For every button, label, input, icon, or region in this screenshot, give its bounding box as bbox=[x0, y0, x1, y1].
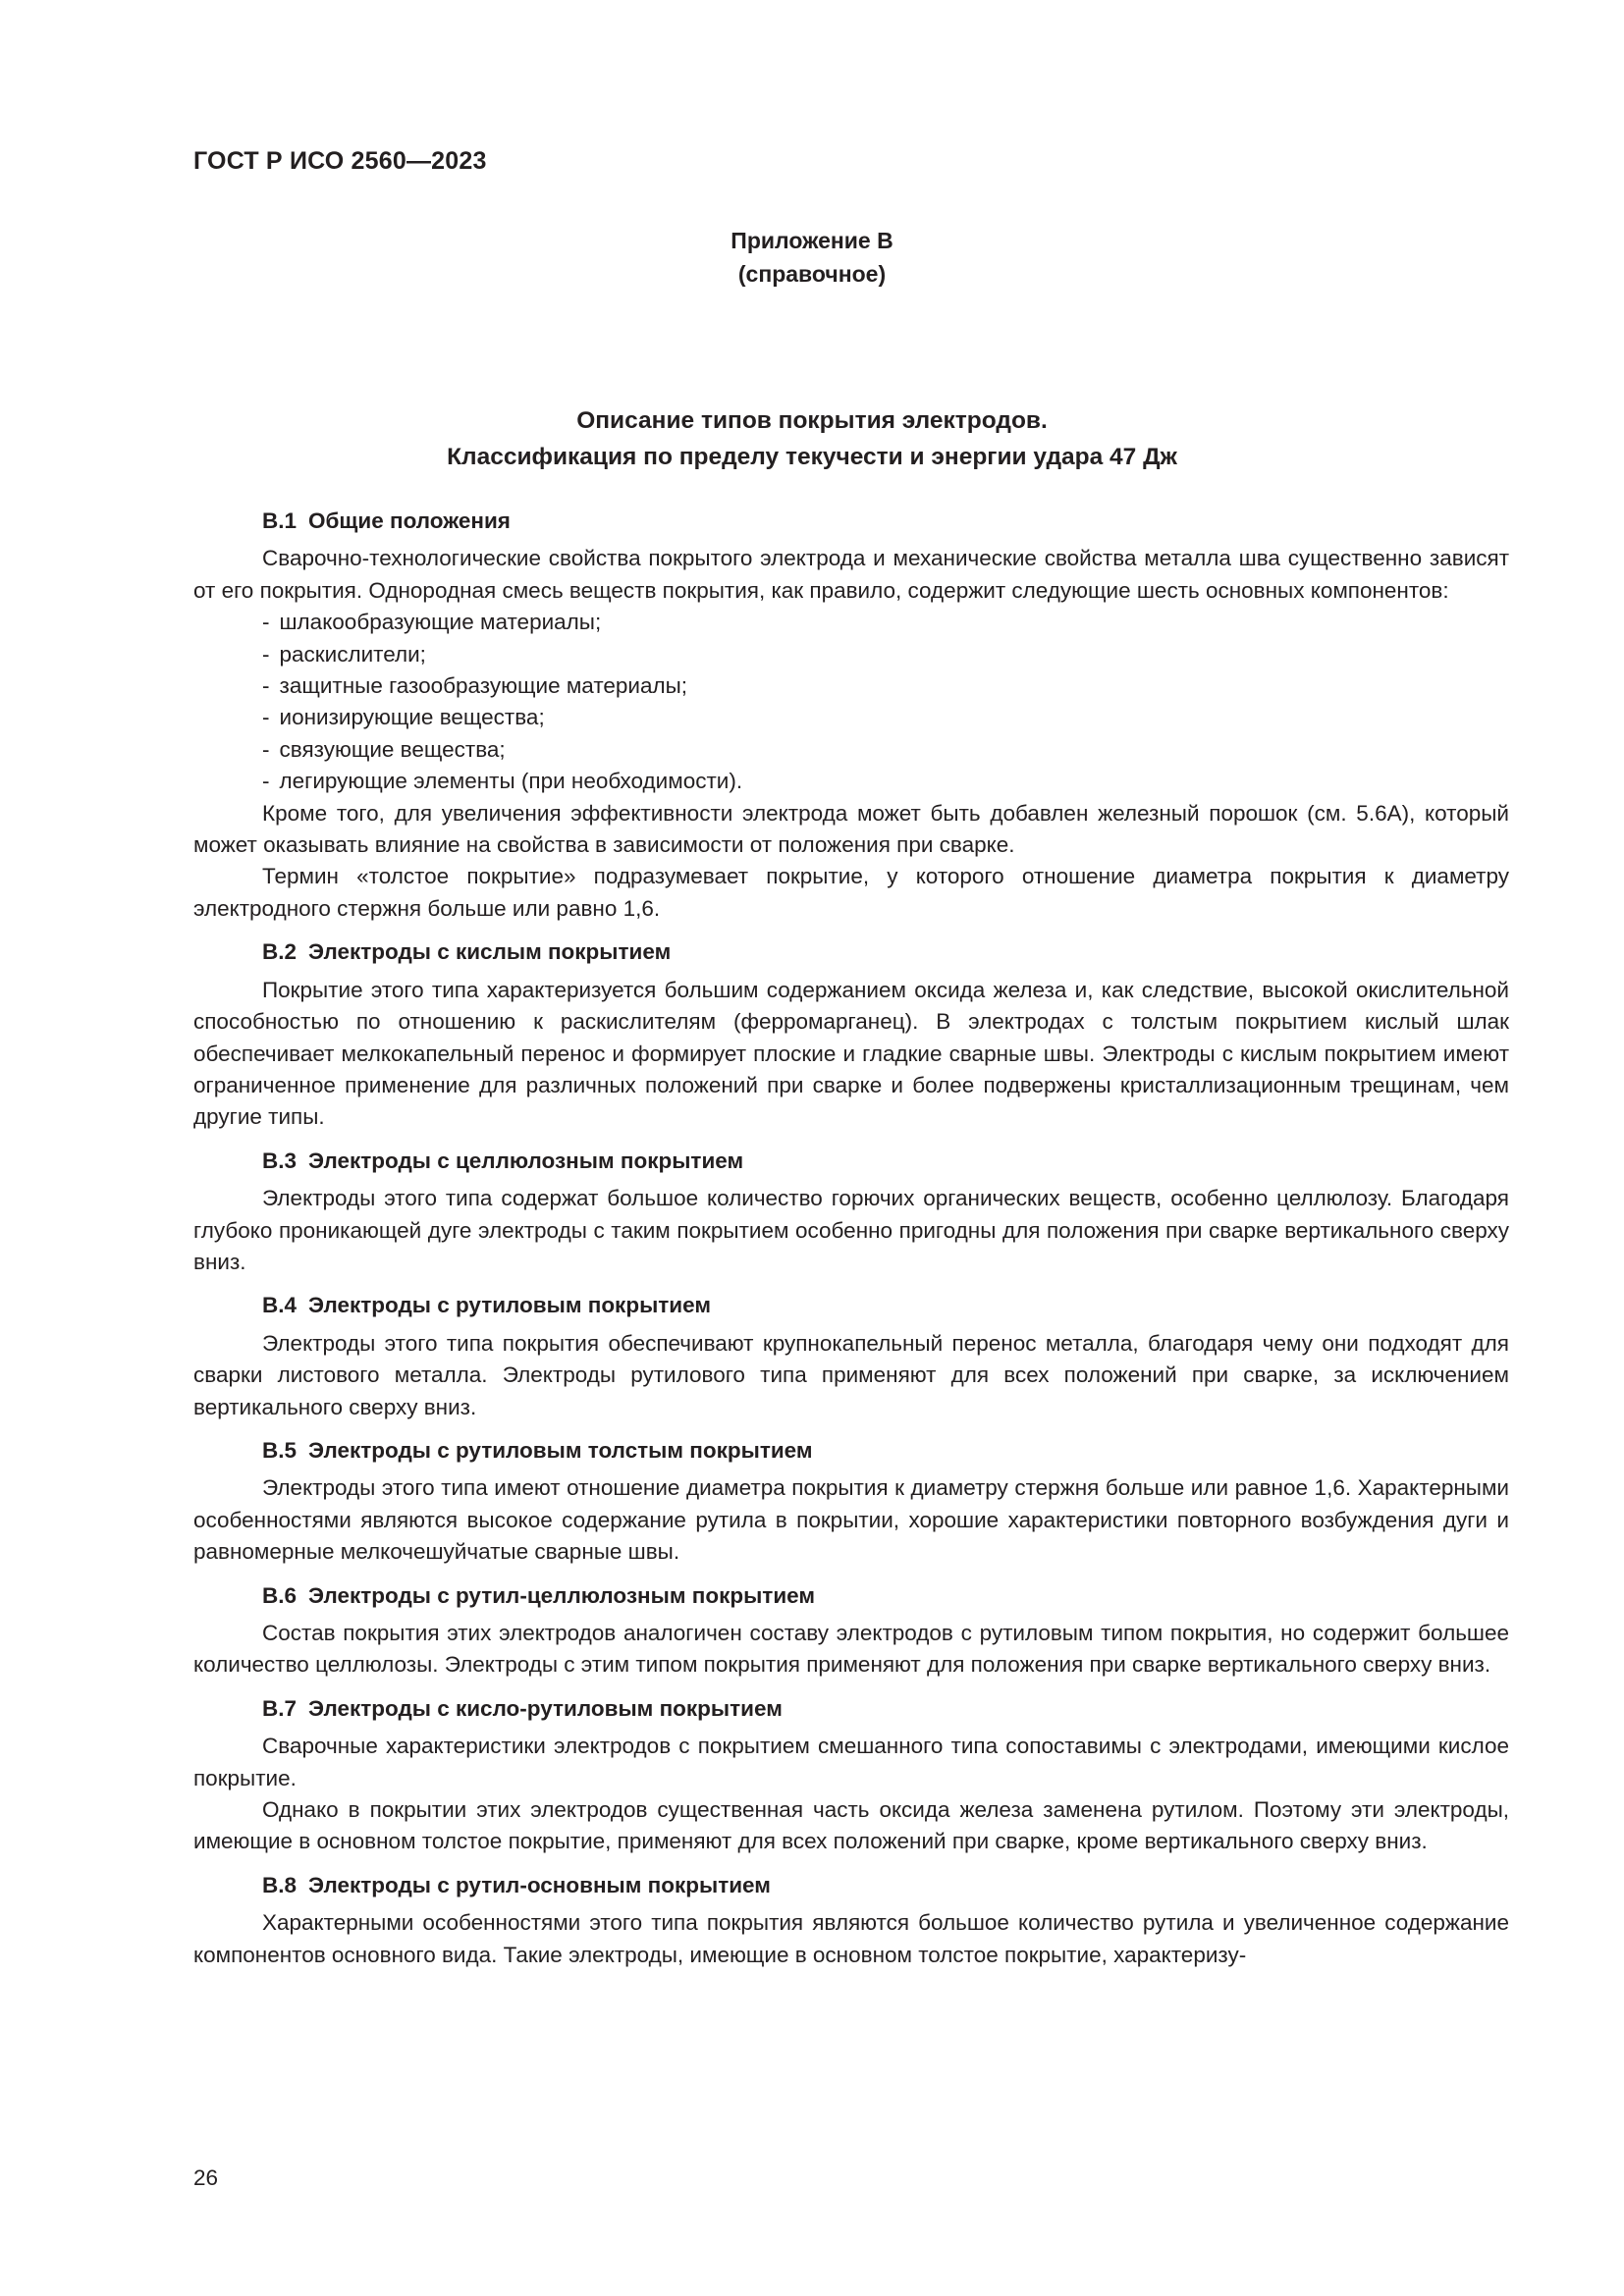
section-title-text: Электроды с кисло-рутиловым покрытием bbox=[308, 1695, 783, 1721]
section-number: В.8 bbox=[262, 1872, 298, 1897]
annex-title: Приложение В bbox=[731, 228, 893, 253]
list-marker: - bbox=[262, 705, 270, 730]
paragraph: Электроды этого типа покрытия обеспечивают крупнокапельный перенос металла, благодаря чему они подходят для сварки листового металла. Электроды рутилового типа применяют для всех положений при сварке, за исключением вертикального сверху вниз. bbox=[193, 1330, 1509, 1419]
paragraph: Сварочно-технологические свойства покрытого электрода и механические свойства металла шва существенно зависят от его покрытия. Однородная смесь веществ покрытия, как правило, содержит следующие шесть основных компонентов: bbox=[193, 546, 1509, 603]
list-item bbox=[262, 734, 1509, 766]
section-4 bbox=[193, 1290, 1509, 1423]
paragraph: Термин «толстое покрытие» подразумевает покрытие, у которого отношение диаметра покрытия к диаметру электродного стержня больше или равно 1,6. bbox=[193, 864, 1509, 921]
section-title bbox=[262, 1580, 1509, 1612]
paragraph: Кроме того, для увеличения эффективности электрода может быть добавлен железный порошок (см. 5.6А), который может оказывать влияние на свойства в зависимости от положения при сварке. bbox=[193, 800, 1509, 858]
section-5 bbox=[193, 1435, 1509, 1569]
list-item-text: легирующие элементы (при необходимости). bbox=[279, 769, 743, 794]
list-marker: - bbox=[262, 610, 270, 635]
section-8 bbox=[193, 1870, 1509, 1971]
section-number: В.7 bbox=[262, 1695, 298, 1721]
list-item bbox=[262, 702, 1509, 733]
section-title-text: Электроды с рутиловым толстым покрытием bbox=[308, 1437, 813, 1463]
section-number: В.1 bbox=[262, 508, 298, 533]
page-title-line-2: Классификация по пределу текучести и энергии удара 47 Дж bbox=[447, 444, 1177, 470]
list-item-text: раскислители; bbox=[279, 641, 426, 667]
list-item bbox=[262, 639, 1509, 670]
section-number: В.3 bbox=[262, 1148, 298, 1173]
section-title-text: Электроды с целлюлозным покрытием bbox=[308, 1148, 744, 1173]
list-item-text: шлакообразующие материалы; bbox=[279, 610, 602, 635]
section-7 bbox=[193, 1693, 1509, 1858]
list-marker: - bbox=[262, 769, 270, 794]
paragraph: Сварочные характеристики электродов с покрытием смешанного типа сопоставимы с электродами, имеющими кислое покрытие. bbox=[193, 1734, 1509, 1790]
page-title-line-1: Описание типов покрытия электродов. bbox=[576, 407, 1048, 434]
paragraph: Покрытие этого типа характеризуется большим содержанием оксида железа и, как следствие, высокой окислительной способностью по отношению к раскислителям (ферромарганец). В электродах с толстым покрытием кислый шлак обеспечивает мелкокапельный перенос и формирует плоские и гладкие сварные швы. Электроды с кислым покрытием имеют ограниченное применение для различных положений при сварке и более подвержены кристаллизационным трещинам, чем другие типы. bbox=[193, 977, 1509, 1130]
list-item bbox=[262, 766, 1509, 797]
section-6 bbox=[193, 1580, 1509, 1682]
section-title-text: Общие положения bbox=[308, 508, 511, 533]
section-number: В.5 bbox=[262, 1437, 298, 1463]
list-marker: - bbox=[262, 736, 270, 762]
list-marker: - bbox=[262, 641, 270, 667]
section-1 bbox=[193, 506, 1509, 925]
list-item-text: ионизирующие вещества; bbox=[279, 705, 545, 730]
paragraph: Состав покрытия этих электродов аналогичен составу электродов с рутиловым типом покрытия, но содержит большее количество целлюлозы. Электроды с этим типом покрытия применяют для положения при сварке вертикального сверху вниз. bbox=[193, 1621, 1509, 1678]
page-number: 26 bbox=[193, 2165, 219, 2190]
list-marker: - bbox=[262, 673, 270, 699]
paragraph: Однако в покрытии этих электродов существенная часть оксида железа заменена рутилом. Поэтому эти электроды, имеющие в основном толстое покрытие, применяют для всех положений при сварке, кроме вертикального сверху вниз. bbox=[193, 1797, 1509, 1854]
document-body bbox=[193, 506, 1509, 1983]
section-title bbox=[262, 1290, 1509, 1321]
list-item-text: связующие вещества; bbox=[279, 736, 506, 762]
list-item bbox=[262, 670, 1509, 702]
annex-type: (справочное) bbox=[737, 261, 887, 287]
section-3 bbox=[193, 1146, 1509, 1279]
section-title bbox=[262, 1693, 1509, 1725]
list-item-text: защитные газообразующие материалы; bbox=[279, 673, 688, 699]
section-number: В.6 bbox=[262, 1582, 298, 1608]
section-title-text: Электроды с рутил-основным покрытием bbox=[308, 1872, 771, 1897]
list-item bbox=[262, 607, 1509, 638]
section-title bbox=[262, 936, 1509, 968]
section-title-text: Электроды с кислым покрытием bbox=[308, 939, 672, 965]
page-title bbox=[0, 402, 1624, 475]
section-title bbox=[262, 506, 1509, 537]
section-2 bbox=[193, 936, 1509, 1133]
paragraph: Электроды этого типа содержат большое количество горючих органических веществ, особенно целлюлозу. Благодаря глубоко проникающей дуге электроды с таким покрытием особенно пригодны для положения при сварке вертикального сверху вниз. bbox=[193, 1186, 1509, 1274]
annex-heading bbox=[0, 224, 1624, 291]
section-number: В.2 bbox=[262, 939, 298, 965]
section-title bbox=[262, 1870, 1509, 1901]
component-list bbox=[193, 607, 1509, 797]
section-title-text: Электроды с рутил-целлюлозным покрытием bbox=[308, 1582, 816, 1608]
section-number: В.4 bbox=[262, 1293, 298, 1318]
section-title bbox=[262, 1146, 1509, 1177]
section-title-text: Электроды с рутиловым покрытием bbox=[308, 1293, 711, 1318]
paragraph: Характерными особенностями этого типа покрытия являются большое количество рутила и увеличенное содержание компонентов основного вида. Такие электроды, имеющие в основном толстое покрытие, характеризу- bbox=[193, 1910, 1509, 1967]
document-header: ГОСТ Р ИСО 2560—2023 bbox=[193, 147, 487, 175]
section-title bbox=[262, 1435, 1509, 1467]
paragraph: Электроды этого типа имеют отношение диаметра покрытия к диаметру стержня больше или равное 1,6. Характерными особенностями являются высокое содержание рутила в покрытии, хорошие характеристики повторного возбуждения дуги и равномерные мелкочешуйчатые сварные швы. bbox=[193, 1475, 1509, 1565]
